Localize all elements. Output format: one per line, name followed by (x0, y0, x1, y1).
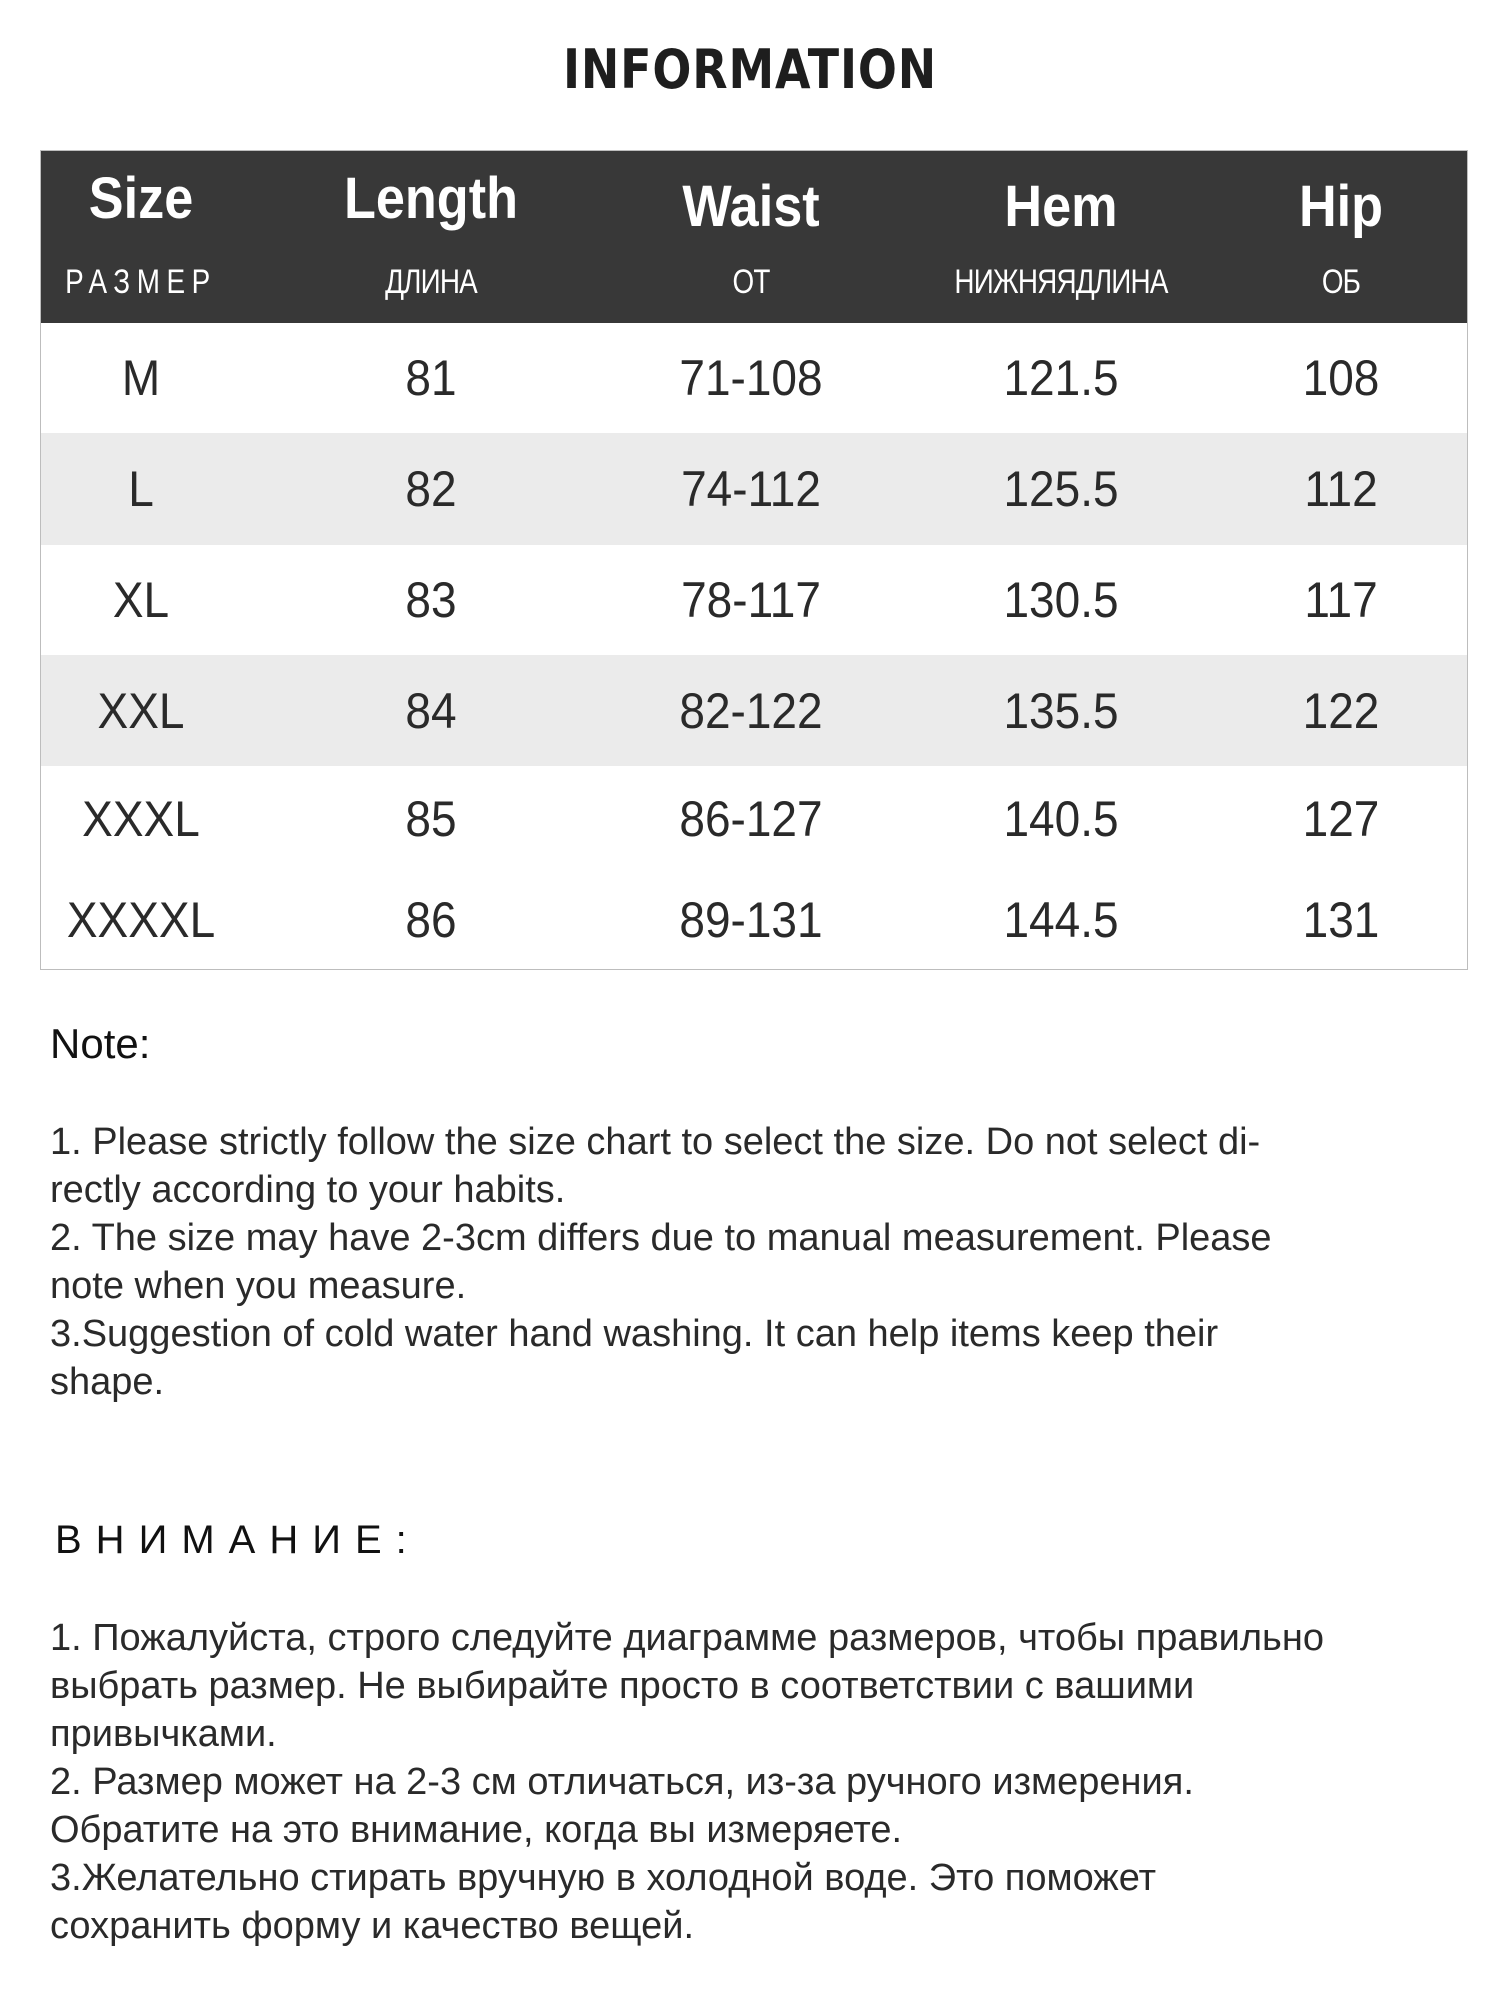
attention-line: сохранить форму и качество вещей. (50, 1905, 694, 1947)
header-length-ru: ДЛИНА (385, 263, 477, 301)
table-row (41, 545, 1467, 655)
cell-hip: 131 (1302, 892, 1380, 948)
cell-waist: 74-112 (681, 461, 821, 517)
table-row (41, 766, 1467, 871)
attention-line: Обратите на это внимание, когда вы измеряете. (50, 1809, 903, 1851)
cell-size: L (128, 461, 154, 517)
header-hip-ru: ОБ (1321, 263, 1361, 301)
header-waist-en: Waist (682, 174, 820, 239)
cell-hem: 140.5 (1003, 790, 1119, 847)
cell-hip: 127 (1302, 790, 1380, 847)
cell-hem: 135.5 (1003, 682, 1119, 739)
header-hem-ru: НИЖНЯЯДЛИНА (954, 263, 1168, 301)
attention-line: 2. Размер может на 2-3 см отличаться, из-за ручного измерения. (50, 1761, 1194, 1803)
header-hip (1221, 151, 1461, 323)
cell-size: XL (112, 572, 170, 628)
cell-length: 81 (405, 350, 457, 406)
header-hem-en: Hem (1004, 174, 1118, 239)
table-row (41, 433, 1467, 545)
header-waist-ru: ОТ (732, 263, 770, 301)
attention-heading: ВНИМАНИЕ: (55, 1518, 421, 1562)
cell-size: XXL (97, 682, 185, 739)
note-line: 1. Please strictly follow the size chart to select the size. Do not select di- (50, 1121, 1261, 1163)
header-hem (901, 151, 1221, 323)
header-length (261, 151, 601, 323)
cell-hip: 112 (1304, 461, 1378, 517)
cell-hem: 130.5 (1003, 572, 1119, 628)
table-row (41, 871, 1467, 969)
table-header (41, 151, 1467, 323)
cell-waist: 82-122 (679, 682, 823, 739)
cell-waist: 78-117 (681, 572, 821, 628)
note-line: note when you measure. (50, 1265, 467, 1307)
header-length-en: Length (344, 166, 518, 231)
cell-waist: 71-108 (679, 350, 823, 406)
size-chart-table (40, 150, 1468, 970)
note-line: shape. (50, 1361, 165, 1403)
cell-size: XXXXL (66, 892, 216, 948)
cell-size: XXXL (82, 790, 200, 847)
cell-length: 82 (405, 461, 457, 517)
header-waist (601, 151, 901, 323)
cell-waist: 89-131 (679, 892, 823, 948)
cell-hip: 122 (1302, 682, 1380, 739)
attention-line: 3.Желательно стирать вручную в холодной воде. Это поможет (50, 1857, 1157, 1899)
cell-hem: 121.5 (1003, 350, 1119, 406)
attention-line: привычками. (50, 1713, 277, 1755)
header-hip-en: Hip (1298, 174, 1384, 239)
header-size-ru: РАЗМЕР (65, 263, 217, 301)
cell-waist: 86-127 (679, 790, 823, 847)
cell-length: 85 (405, 790, 457, 847)
cell-hip: 108 (1302, 350, 1380, 406)
cell-length: 84 (405, 682, 457, 739)
cell-length: 86 (405, 892, 457, 948)
header-size-en: Size (88, 166, 194, 231)
cell-length: 83 (405, 572, 457, 628)
cell-hem: 125.5 (1003, 461, 1119, 517)
attention-line: 1. Пожалуйста, строго следуйте диаграмме размеров, чтобы правильно (50, 1617, 1324, 1659)
cell-hem: 144.5 (1003, 892, 1119, 948)
page-title: INFORMATION (562, 38, 938, 101)
note-line: rectly according to your habits. (50, 1169, 566, 1211)
table-row (41, 655, 1467, 766)
note-line: 3.Suggestion of cold water hand washing. It can help items keep their (50, 1313, 1219, 1355)
cell-size: M (121, 350, 161, 406)
cell-hip: 117 (1304, 572, 1378, 628)
note-heading: Note: (50, 1020, 151, 1067)
table-row (41, 323, 1467, 433)
note-line: 2. The size may have 2-3cm differs due to manual measurement. Please (50, 1217, 1272, 1259)
header-size (41, 151, 241, 323)
attention-line: выбрать размер. Не выбирайте просто в соответствии с вашими (50, 1665, 1195, 1707)
